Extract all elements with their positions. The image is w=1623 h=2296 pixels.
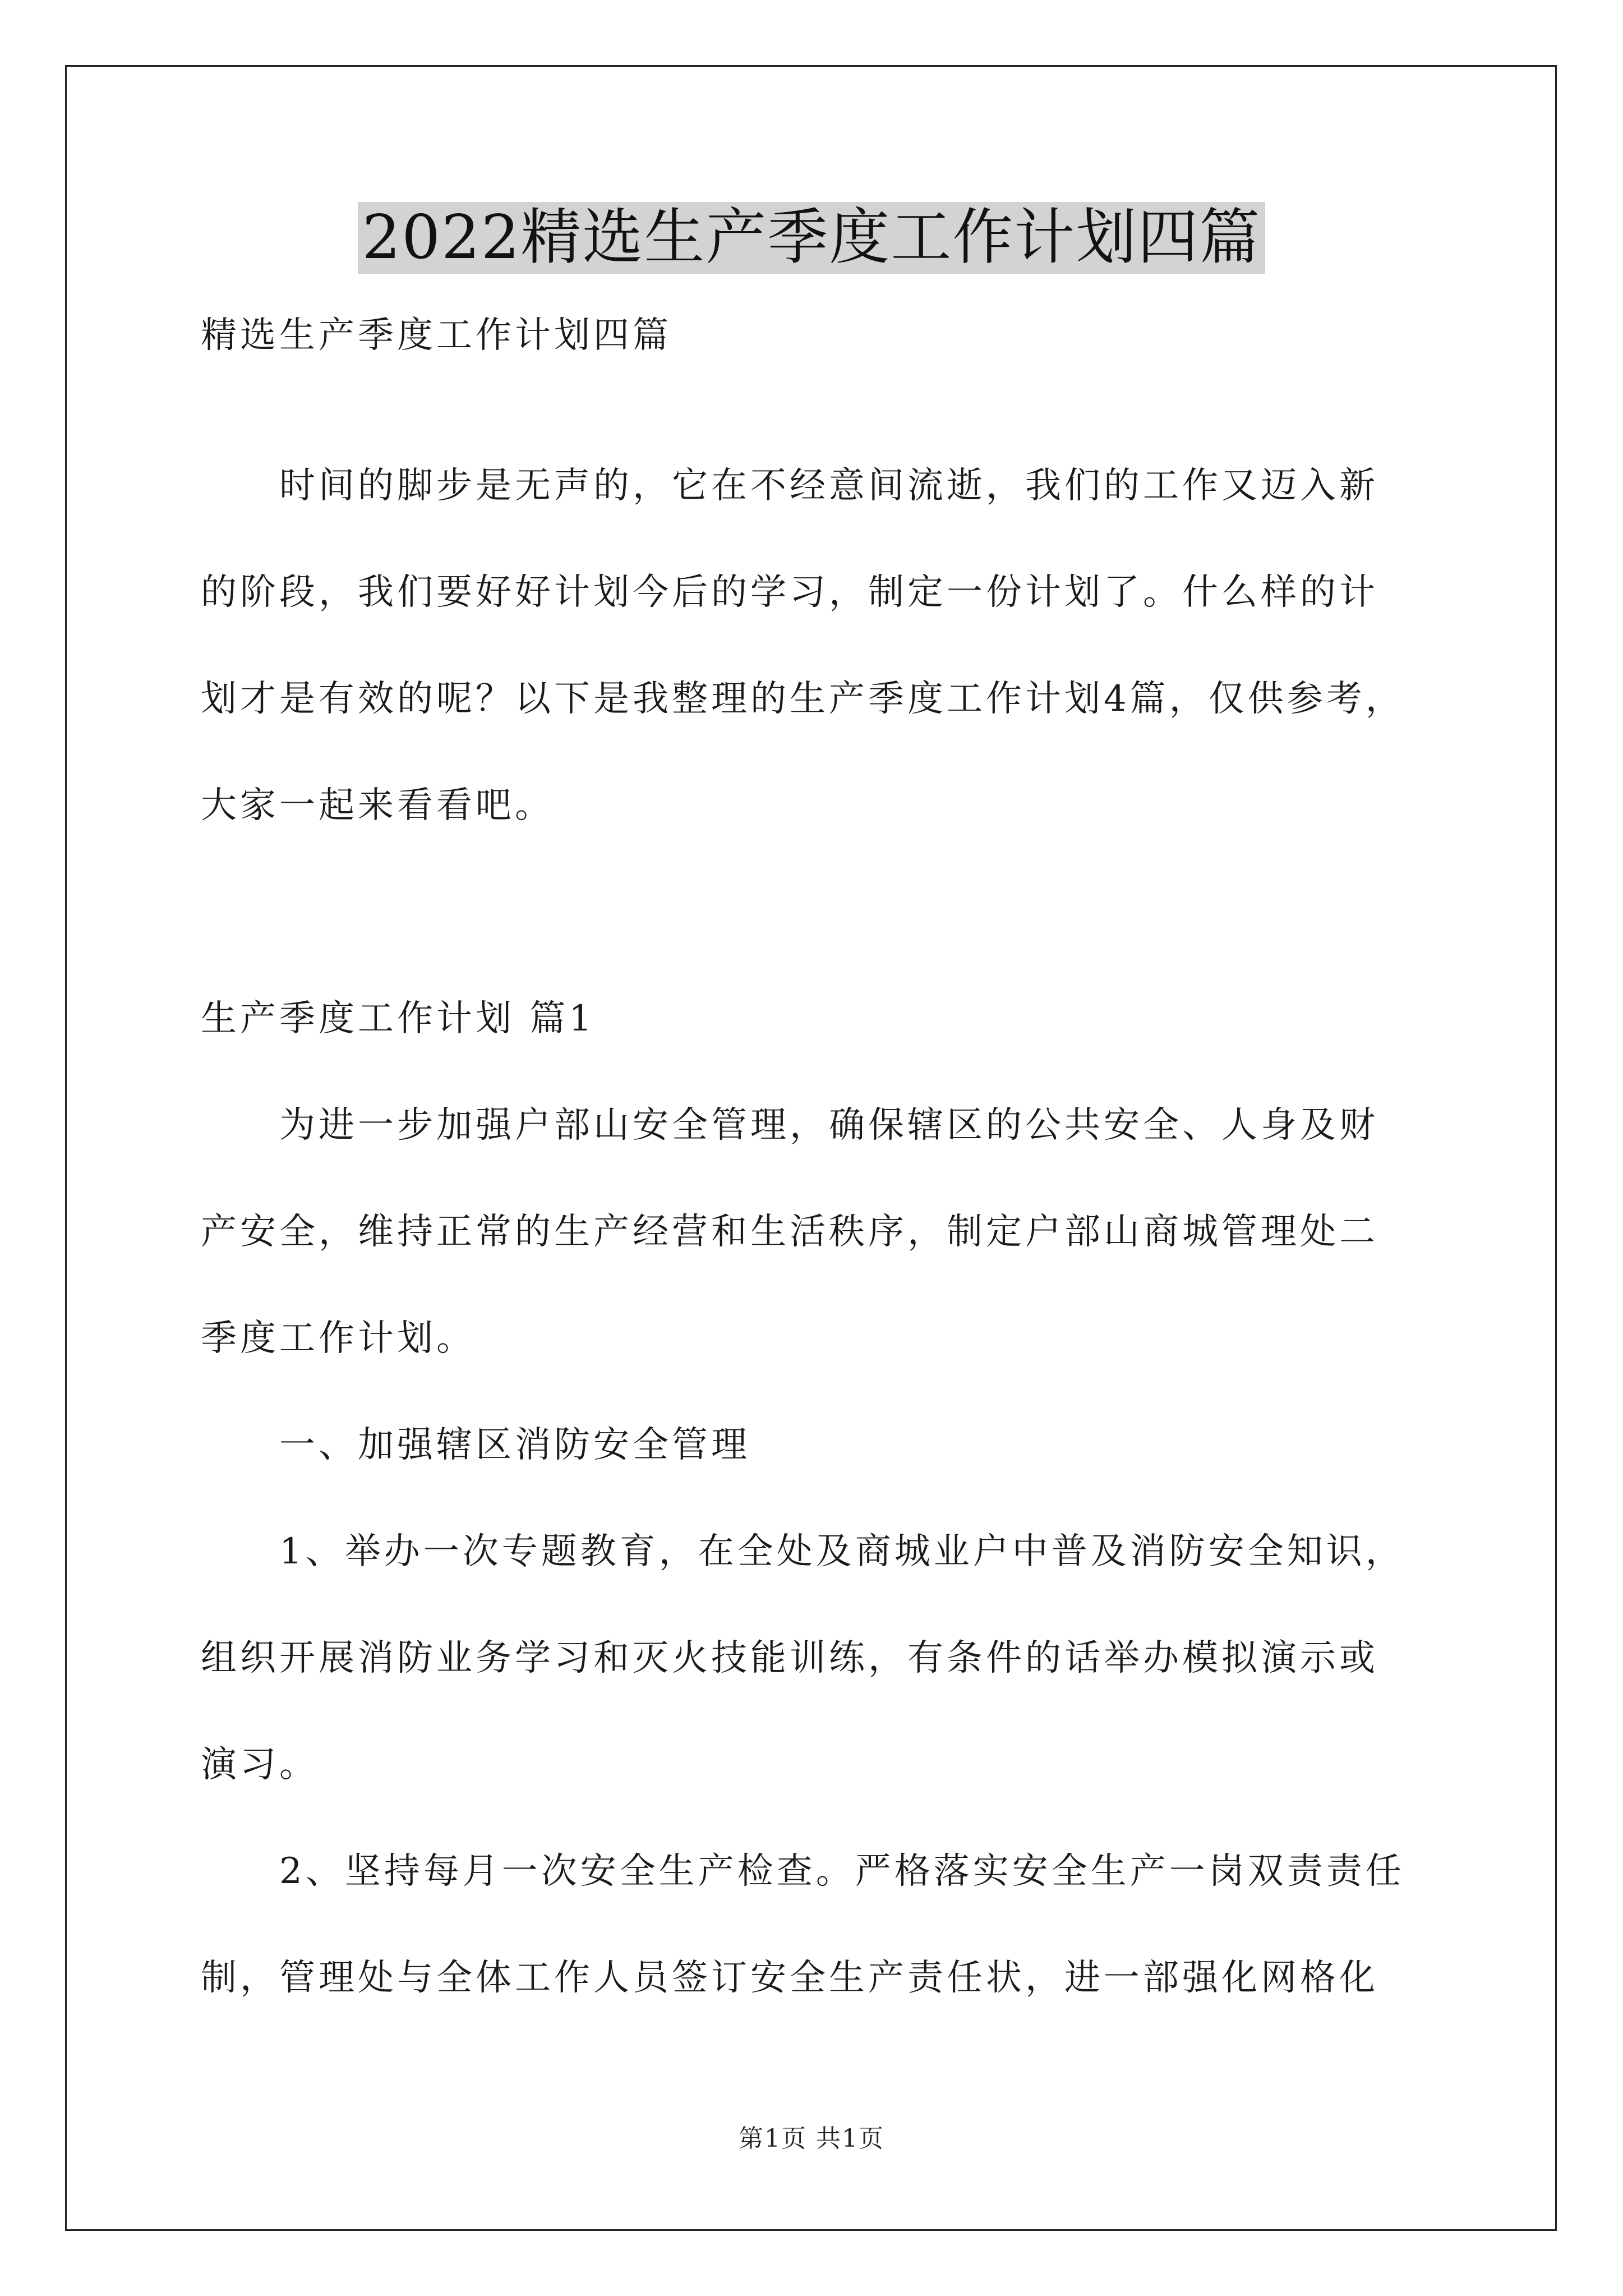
subtitle-line: 精选生产季度工作计划四篇: [201, 315, 672, 356]
paragraph-line: 为进一步加强户部山安全管理，确保辖区的公共安全、人身及财: [279, 1105, 1378, 1146]
paragraph-line: 的阶段，我们要好好计划今后的学习，制定一份计划了。什么样的计: [201, 572, 1378, 613]
paragraph-line: 1、举办一次专题教育，在全处及商城业户中普及消防安全知识，: [279, 1531, 1405, 1572]
paragraph-line: 组织开展消防业务学习和灭火技能训练，有条件的话举办模拟演示或: [201, 1637, 1378, 1679]
paragraph-line: 季度工作计划。: [201, 1318, 476, 1359]
paragraph-line: 2、坚持每月一次安全生产检查。严格落实安全生产一岗双责责任: [279, 1851, 1405, 1892]
title-wrap: [0, 202, 1623, 274]
paragraph-line: 时间的脚步是无声的，它在不经意间流逝，我们的工作又迈入新: [279, 465, 1378, 507]
paragraph-line: 大家一起来看看吧。: [201, 785, 554, 826]
paragraph-line: 产安全，维持正常的生产经营和生活秩序，制定户部山商城管理处二: [201, 1211, 1378, 1253]
paragraph-line: 演习。: [201, 1744, 319, 1786]
document-title: 2022精选生产季度工作计划四篇: [358, 202, 1266, 274]
page-border: [65, 65, 1557, 2231]
section-heading: 生产季度工作计划 篇1: [201, 998, 596, 1039]
subsection-heading: 一、加强辖区消防安全管理: [279, 1424, 750, 1466]
paragraph-line: 划才是有效的呢？以下是我整理的生产季度工作计划4篇，仅供参考，: [201, 678, 1405, 720]
paragraph-line: 制，管理处与全体工作人员签订安全生产责任状，进一部强化网格化: [201, 1957, 1378, 1999]
page-footer: 第1页 共1页: [739, 2124, 884, 2153]
